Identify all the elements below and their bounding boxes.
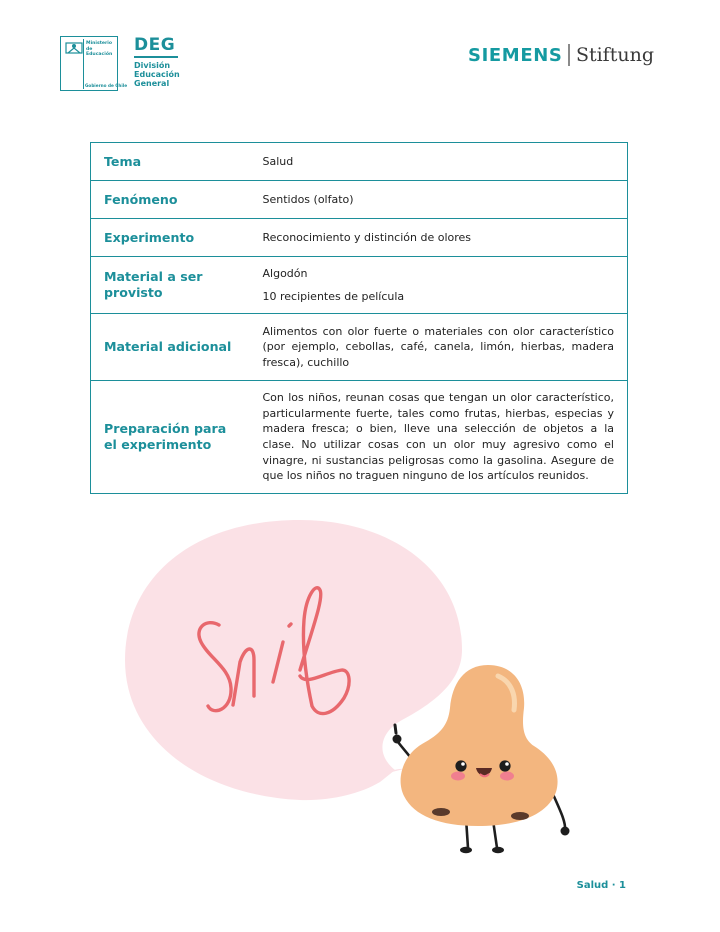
header-logos <box>60 36 180 94</box>
deg-logo <box>134 36 180 88</box>
table-row <box>91 314 628 381</box>
logo-rule <box>83 39 84 89</box>
nose-foot-right <box>492 847 504 853</box>
eye-left-shine <box>461 762 465 766</box>
row-label-tema: Tema <box>104 153 142 169</box>
cheek-left <box>451 772 465 781</box>
eye-right <box>499 760 510 771</box>
nose-foot-left <box>460 847 472 853</box>
row-label-material-adicional: Material adicional <box>91 314 249 381</box>
eye-right-shine <box>505 762 509 766</box>
table-row <box>91 219 628 257</box>
row-value-material-adicional: Alimentos con olor fuerte o materiales con olor característico (por ejemplo, cebollas, café, canela, limón, hierbas, madera fresca), cuchillo <box>249 314 628 381</box>
row-value-tema: Salud <box>262 154 294 168</box>
chile-emblem-icon <box>65 40 83 56</box>
letter-i-dot <box>289 624 291 626</box>
nose-arm-right <box>552 792 565 830</box>
row-value-fenomeno: Sentidos (olfato) <box>249 181 628 219</box>
nose-hand-left <box>393 735 402 744</box>
deg-underline <box>134 56 178 58</box>
siemens-stiftung-logo <box>468 44 654 66</box>
row-label-fenomeno: Fenómeno <box>91 181 249 219</box>
row-label-preparacion: Preparación para el experimento <box>91 381 249 494</box>
row-label-experimento: Experimento <box>91 219 249 257</box>
row-label-material-provisto: Material a ser provisto <box>91 257 249 314</box>
experiment-info-table <box>90 142 628 494</box>
eye-left <box>455 760 466 771</box>
table-row <box>91 181 628 219</box>
table-row <box>91 143 628 181</box>
cheek-right <box>500 772 514 781</box>
nostril-right <box>511 812 529 820</box>
gobierno-logo <box>60 36 128 91</box>
deg-subtitle-3: General <box>134 79 170 88</box>
table-row <box>91 257 628 314</box>
deg-subtitle-1: División <box>134 61 171 70</box>
ministry-text: Ministerio de Educación <box>86 41 113 57</box>
nose-hand-right <box>561 827 570 836</box>
nostril-left <box>432 808 450 816</box>
material-item: 10 recipientes de película <box>262 289 405 303</box>
row-value-preparacion: Con los niños, reunan cosas que tengan un olor característico, particularmente fuerte, tales como frutas, hierbas, especias y madera fresca; o bien, lleve una selección de objetos a la clase. No utilizar cosas con un olor muy agresivo como el vinagre, ni sustancias peligrosas como la gasolina. Asegure de que los niños no traguen ninguno de los artículos reunidos. <box>249 381 628 494</box>
pointing-finger <box>395 725 396 733</box>
stiftung-wordmark: Stiftung <box>575 44 654 66</box>
government-text: Gobierno de Chile <box>85 83 128 88</box>
siemens-wordmark: SIEMENS <box>468 44 563 66</box>
deg-title: DEG <box>134 35 176 55</box>
material-item: Algodón <box>262 266 308 280</box>
table-row <box>91 381 628 494</box>
row-value-material-provisto <box>249 257 628 314</box>
logo-separator <box>568 44 570 66</box>
page-footer: Salud · 1 <box>576 880 626 891</box>
deg-subtitle-2: Educación <box>134 70 180 79</box>
row-value-experimento: Reconocimiento y distinción de olores <box>249 219 628 257</box>
snif-nose-illustration <box>0 510 720 870</box>
